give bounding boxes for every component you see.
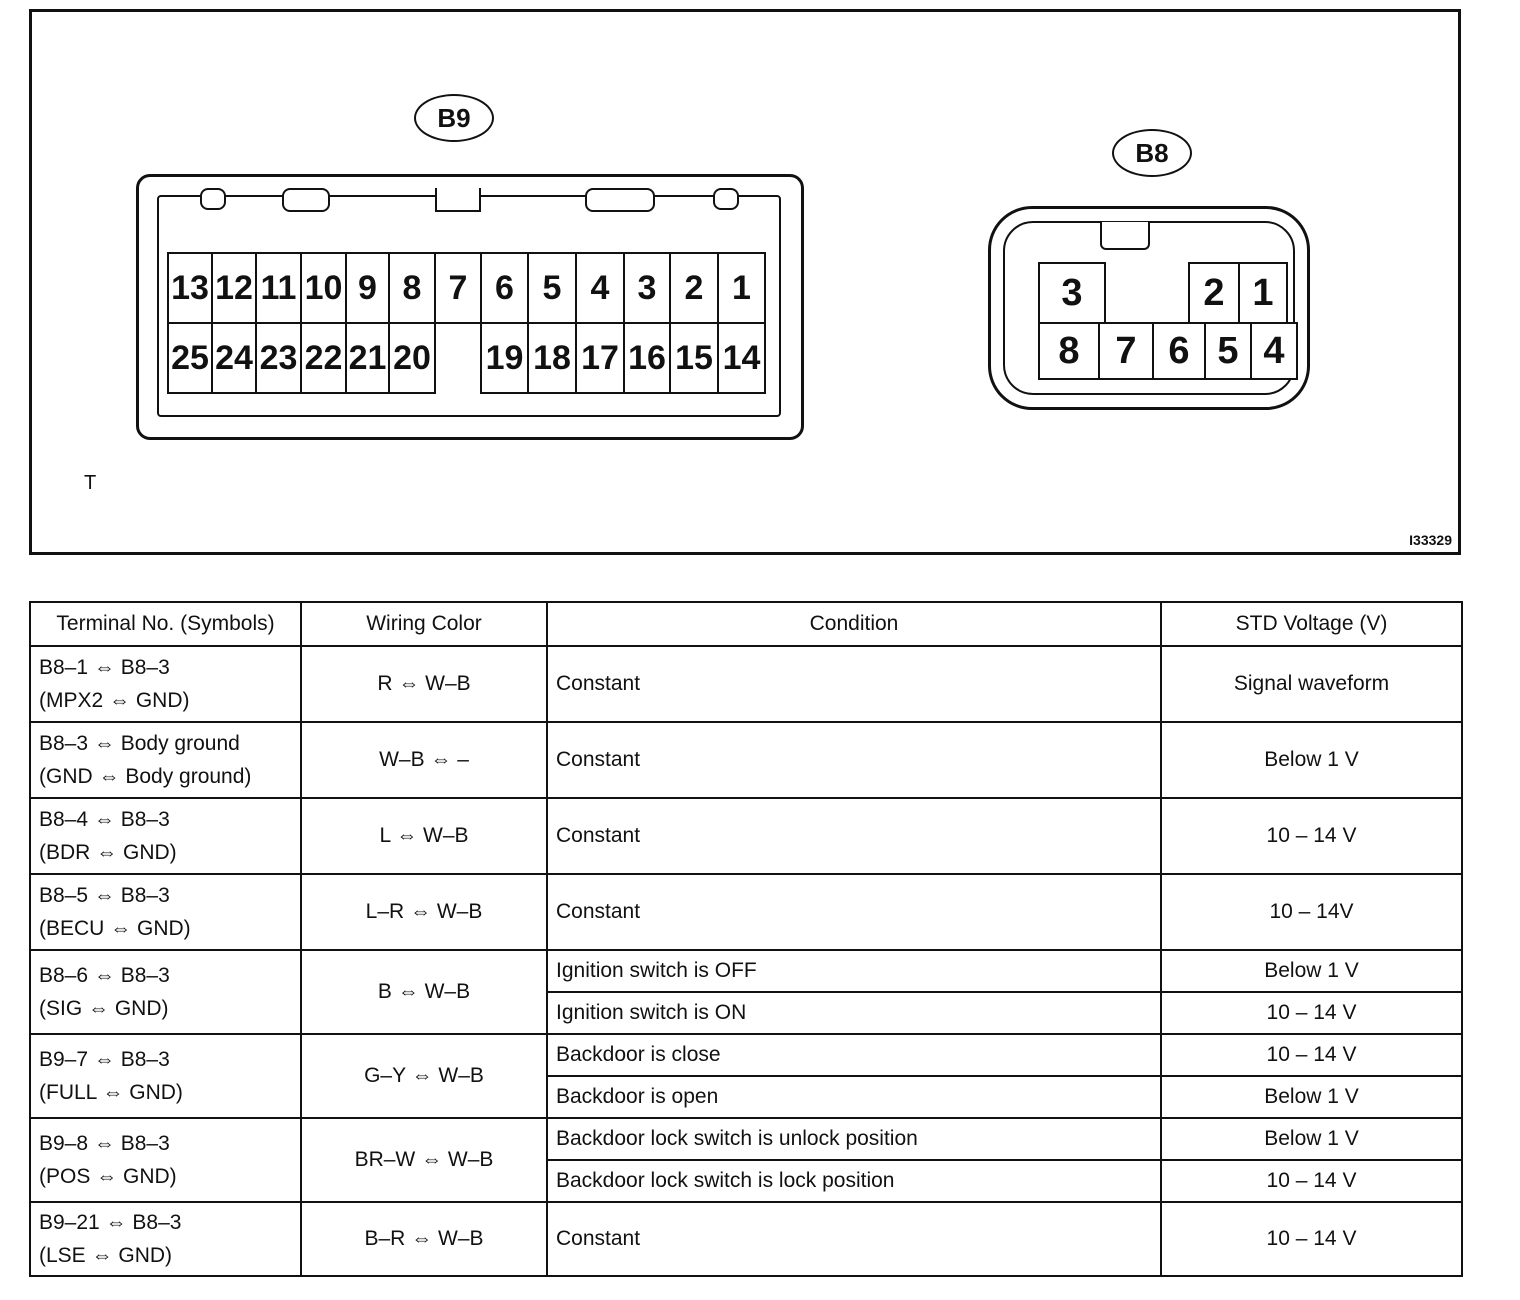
b9-terminal: 20	[388, 322, 436, 394]
b9-terminal: 23	[255, 322, 302, 394]
b9-terminal: 5	[527, 252, 577, 324]
b9-terminal: 2	[669, 252, 719, 324]
condition-cell: Backdoor lock switch is lock position	[547, 1160, 1161, 1202]
b9-terminal: 4	[575, 252, 625, 324]
std-voltage-cell: Below 1 V	[1161, 722, 1462, 798]
b9-terminal: 7	[434, 252, 482, 324]
b9-connector-label: B9	[414, 94, 494, 142]
std-voltage-cell: 10 – 14 V	[1161, 798, 1462, 874]
terminal-symbols: (SIG ⇔ GND)	[39, 997, 169, 1020]
b9-terminal: 14	[717, 322, 766, 394]
b8-terminal: 7	[1098, 322, 1154, 380]
table-row	[30, 798, 1462, 874]
b9-terminal: 13	[167, 252, 213, 324]
b8-terminal: 5	[1204, 322, 1252, 380]
terminal-cell	[30, 722, 301, 798]
header-wiring-color: Wiring Color	[301, 602, 547, 646]
std-voltage-cell: 10 – 14V	[1161, 874, 1462, 950]
b8-terminal-grid	[1008, 224, 1300, 384]
terminal-cell	[30, 646, 301, 722]
b9-terminal: 15	[669, 322, 719, 394]
terminal-spec-table	[29, 601, 1463, 1277]
terminal-symbols: (FULL ⇔ GND)	[39, 1081, 183, 1104]
connector-diagram	[29, 9, 1461, 555]
terminal-cell	[30, 1118, 301, 1202]
wiring-color-cell: B ⇔ W–B	[301, 950, 547, 1034]
terminal-cell	[30, 1202, 301, 1276]
wiring-color-cell: G–Y ⇔ W–B	[301, 1034, 547, 1118]
b9-terminal: 8	[388, 252, 436, 324]
terminal-cell	[30, 874, 301, 950]
b9-latch-tab	[200, 188, 226, 210]
terminal-symbols: (POS ⇔ GND)	[39, 1165, 177, 1188]
b9-terminal	[434, 322, 482, 394]
condition-cell: Constant	[547, 1202, 1161, 1276]
terminal-pair: B9–7 ⇔ B8–3	[39, 1048, 170, 1071]
table-row	[30, 722, 1462, 798]
std-voltage-cell: Below 1 V	[1161, 1118, 1462, 1160]
b9-latch-tab	[435, 188, 481, 212]
wiring-color-cell: B–R ⇔ W–B	[301, 1202, 547, 1276]
b8-terminal: 3	[1038, 262, 1106, 324]
table-row	[30, 1034, 1462, 1076]
b8-terminal: 2	[1188, 262, 1240, 324]
corner-label: T	[84, 472, 97, 494]
condition-cell: Ignition switch is OFF	[547, 950, 1161, 992]
wiring-color-cell: R ⇔ W–B	[301, 646, 547, 722]
b8-connector-label: B8	[1112, 129, 1192, 177]
condition-cell: Constant	[547, 798, 1161, 874]
b9-terminal-grid	[167, 252, 770, 394]
b9-terminal: 16	[623, 322, 671, 394]
b9-latch-tab	[282, 188, 330, 212]
terminal-cell	[30, 798, 301, 874]
header-condition: Condition	[547, 602, 1161, 646]
b9-terminal: 11	[255, 252, 302, 324]
header-std-voltage: STD Voltage (V)	[1161, 602, 1462, 646]
b9-terminal: 6	[480, 252, 529, 324]
condition-cell: Constant	[547, 646, 1161, 722]
std-voltage-cell: 10 – 14 V	[1161, 1160, 1462, 1202]
std-voltage-cell: 10 – 14 V	[1161, 992, 1462, 1034]
table-row	[30, 874, 1462, 950]
table-row	[30, 1118, 1462, 1160]
figure-id: I33329	[1409, 532, 1452, 548]
b8-terminal: 1	[1238, 262, 1288, 324]
b9-latch-tab	[713, 188, 739, 210]
b8-terminal: 8	[1038, 322, 1100, 380]
std-voltage-cell: 10 – 14 V	[1161, 1202, 1462, 1276]
wiring-color-cell: L–R ⇔ W–B	[301, 874, 547, 950]
b9-terminal: 19	[480, 322, 529, 394]
table-header-row	[30, 602, 1462, 646]
terminal-cell	[30, 950, 301, 1034]
terminal-pair: B8–3 ⇔ Body ground	[39, 732, 240, 755]
terminal-cell	[30, 1034, 301, 1118]
table-row	[30, 646, 1462, 722]
table-row	[30, 1202, 1462, 1276]
terminal-pair: B9–8 ⇔ B8–3	[39, 1132, 170, 1155]
b9-terminal: 22	[300, 322, 347, 394]
terminal-pair: B9–21 ⇔ B8–3	[39, 1211, 182, 1234]
table-row	[30, 950, 1462, 992]
terminal-pair: B8–4 ⇔ B8–3	[39, 808, 170, 831]
b9-terminal: 25	[167, 322, 213, 394]
b9-terminal: 24	[211, 322, 257, 394]
condition-cell: Backdoor is close	[547, 1034, 1161, 1076]
b9-terminal: 12	[211, 252, 257, 324]
condition-cell: Constant	[547, 874, 1161, 950]
std-voltage-cell: Below 1 V	[1161, 1076, 1462, 1118]
b8-terminal: 4	[1250, 322, 1298, 380]
b9-terminal: 10	[300, 252, 347, 324]
b9-latch-tab	[585, 188, 655, 212]
wiring-color-cell: W–B ⇔ –	[301, 722, 547, 798]
terminal-pair: B8–6 ⇔ B8–3	[39, 964, 170, 987]
condition-cell: Backdoor is open	[547, 1076, 1161, 1118]
terminal-symbols: (BECU ⇔ GND)	[39, 917, 191, 940]
terminal-pair: B8–5 ⇔ B8–3	[39, 884, 170, 907]
terminal-symbols: (MPX2 ⇔ GND)	[39, 689, 190, 712]
terminal-symbols: (BDR ⇔ GND)	[39, 841, 177, 864]
b8-terminal: 6	[1152, 322, 1206, 380]
condition-cell: Ignition switch is ON	[547, 992, 1161, 1034]
b9-terminal: 9	[345, 252, 390, 324]
terminal-pair: B8–1 ⇔ B8–3	[39, 656, 170, 679]
terminal-symbols: (LSE ⇔ GND)	[39, 1244, 173, 1267]
wiring-color-cell: BR–W ⇔ W–B	[301, 1118, 547, 1202]
terminal-symbols: (GND ⇔ Body ground)	[39, 765, 252, 788]
std-voltage-cell: Signal waveform	[1161, 646, 1462, 722]
std-voltage-cell: Below 1 V	[1161, 950, 1462, 992]
header-terminal: Terminal No. (Symbols)	[30, 602, 301, 646]
wiring-color-cell: L ⇔ W–B	[301, 798, 547, 874]
b9-terminal: 18	[527, 322, 577, 394]
b9-terminal: 3	[623, 252, 671, 324]
std-voltage-cell: 10 – 14 V	[1161, 1034, 1462, 1076]
b9-terminal: 1	[717, 252, 766, 324]
condition-cell: Backdoor lock switch is unlock position	[547, 1118, 1161, 1160]
condition-cell: Constant	[547, 722, 1161, 798]
b9-terminal: 21	[345, 322, 390, 394]
b9-terminal: 17	[575, 322, 625, 394]
